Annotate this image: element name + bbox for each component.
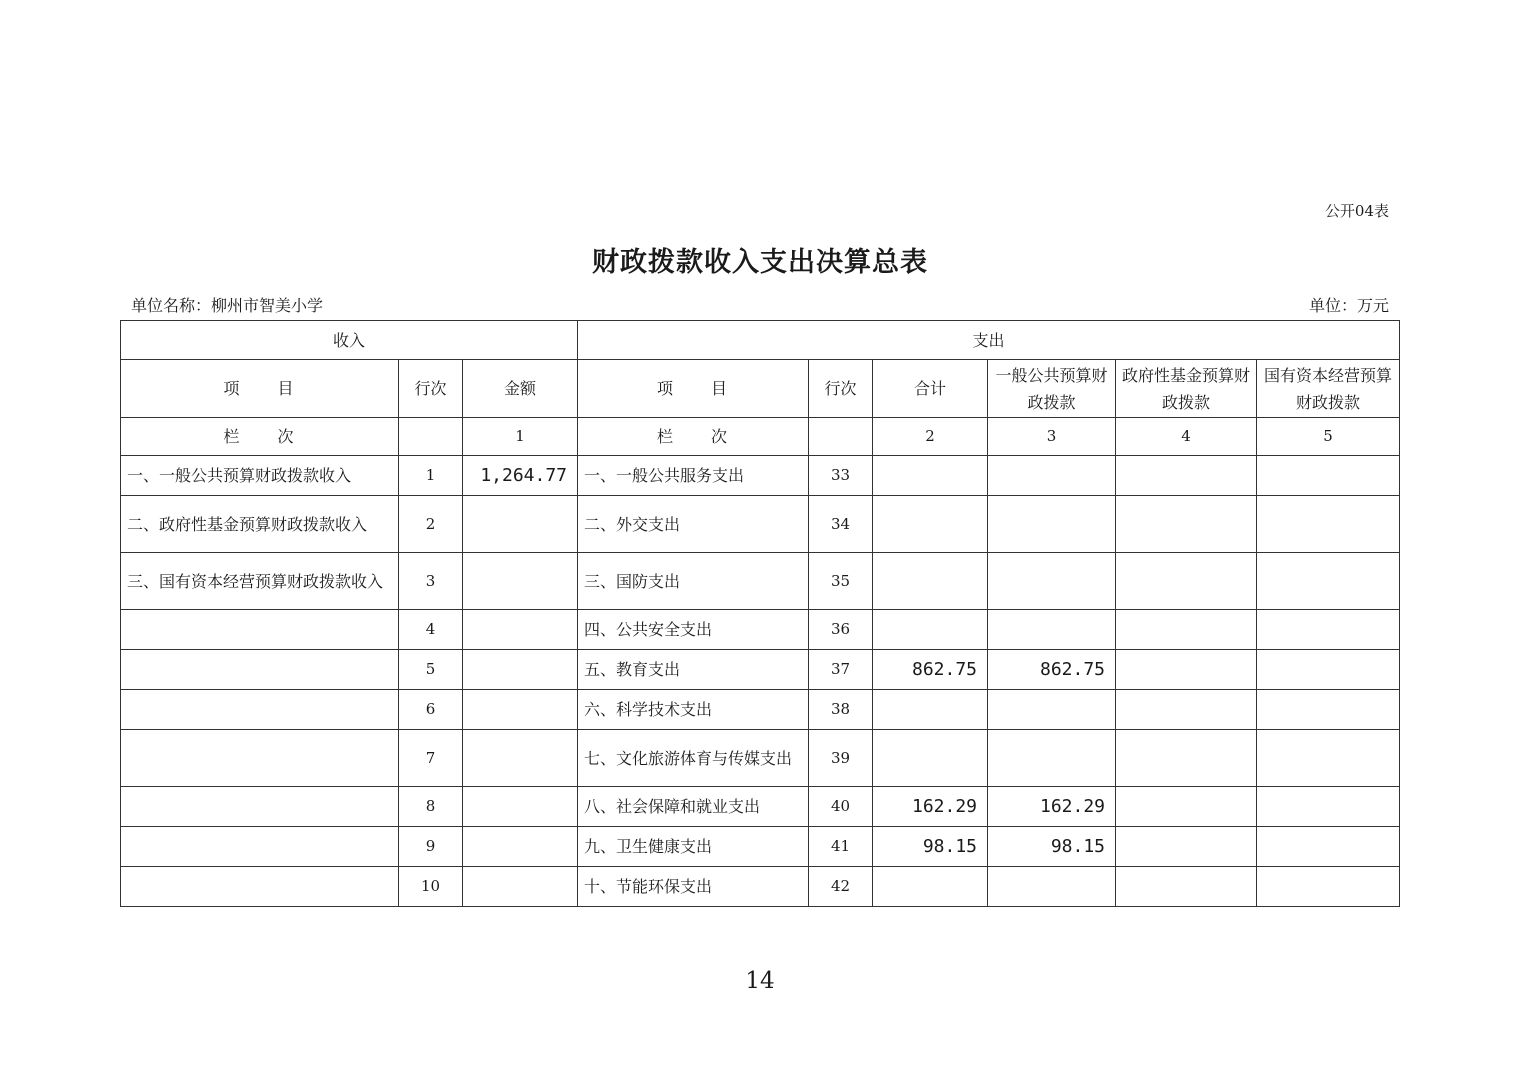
total-cell <box>873 610 988 650</box>
income-item-cell <box>121 827 399 867</box>
section-header-row <box>121 321 1400 360</box>
state-capital-cell <box>1257 496 1400 553</box>
report-table <box>120 320 1400 907</box>
gov-fund-cell <box>1116 827 1257 867</box>
general-budget-cell: 862.75 <box>988 650 1116 690</box>
column-label-expense: 栏 次 <box>578 418 809 456</box>
income-row-number: 3 <box>399 553 463 610</box>
expense-item-cell: 四、公共安全支出 <box>578 610 809 650</box>
expense-item-cell: 二、外交支出 <box>578 496 809 553</box>
column-number-row <box>121 418 1400 456</box>
gov-fund-cell <box>1116 496 1257 553</box>
income-row-number: 5 <box>399 650 463 690</box>
expense-item-cell: 七、文化旅游体育与传媒支出 <box>578 730 809 787</box>
total-header: 合计 <box>873 360 988 418</box>
total-cell <box>873 730 988 787</box>
gov-fund-cell <box>1116 690 1257 730</box>
expense-row-no-header: 行次 <box>809 360 873 418</box>
general-budget-cell <box>988 690 1116 730</box>
income-amount-cell <box>463 730 578 787</box>
page-title: 财政拨款收入支出决算总表 <box>592 247 928 278</box>
general-budget-cell <box>988 867 1116 907</box>
table-row <box>121 867 1400 907</box>
total-cell: 98.15 <box>873 827 988 867</box>
expense-row-number: 39 <box>809 730 873 787</box>
table-row <box>121 610 1400 650</box>
income-amount-cell <box>463 650 578 690</box>
table-row <box>121 650 1400 690</box>
expense-item-cell: 三、国防支出 <box>578 553 809 610</box>
expense-item-cell: 八、社会保障和就业支出 <box>578 787 809 827</box>
expense-item-cell: 一、一般公共服务支出 <box>578 456 809 496</box>
income-amount-cell <box>463 690 578 730</box>
col-number-3: 3 <box>988 418 1116 456</box>
expense-item-header: 项 目 <box>578 360 809 418</box>
total-cell <box>873 456 988 496</box>
blank-cell <box>399 418 463 456</box>
income-item-cell <box>121 610 399 650</box>
expense-item-cell: 五、教育支出 <box>578 650 809 690</box>
general-budget-cell <box>988 456 1116 496</box>
col-number-4: 4 <box>1116 418 1257 456</box>
table-row <box>121 827 1400 867</box>
unit-name: 单位名称：柳州市智美小学 <box>131 296 324 315</box>
income-row-number: 1 <box>399 456 463 496</box>
income-item-cell: 一、一般公共预算财政拨款收入 <box>121 456 399 496</box>
state-capital-cell <box>1257 690 1400 730</box>
expense-row-number: 35 <box>809 553 873 610</box>
col-number-2: 2 <box>873 418 988 456</box>
income-item-cell <box>121 867 399 907</box>
state-capital-cell <box>1257 787 1400 827</box>
expense-item-cell: 九、卫生健康支出 <box>578 827 809 867</box>
form-code: 公开04表 <box>1324 202 1389 220</box>
income-row-number: 9 <box>399 827 463 867</box>
column-label-income: 栏 次 <box>121 418 399 456</box>
expense-row-number: 36 <box>809 610 873 650</box>
general-budget-cell: 98.15 <box>988 827 1116 867</box>
page-number: 14 <box>745 968 775 994</box>
income-amount-cell <box>463 867 578 907</box>
state-capital-cell <box>1257 650 1400 690</box>
col-number-5: 5 <box>1257 418 1400 456</box>
expense-row-number: 33 <box>809 456 873 496</box>
income-item-cell <box>121 650 399 690</box>
table-row <box>121 690 1400 730</box>
income-row-number: 8 <box>399 787 463 827</box>
col-number-1: 1 <box>463 418 578 456</box>
expense-section-header: 支出 <box>578 321 1400 360</box>
total-cell: 162.29 <box>873 787 988 827</box>
gov-fund-cell <box>1116 730 1257 787</box>
income-section-header: 收入 <box>121 321 578 360</box>
income-row-number: 7 <box>399 730 463 787</box>
expense-item-cell: 六、科学技术支出 <box>578 690 809 730</box>
income-amount-cell: 1,264.77 <box>463 456 578 496</box>
income-item-header: 项 目 <box>121 360 399 418</box>
table-row <box>121 553 1400 610</box>
total-cell <box>873 867 988 907</box>
income-item-cell <box>121 787 399 827</box>
expense-row-number: 41 <box>809 827 873 867</box>
state-capital-cell <box>1257 610 1400 650</box>
general-budget-cell <box>988 610 1116 650</box>
general-budget-cell <box>988 553 1116 610</box>
income-row-number: 2 <box>399 496 463 553</box>
column-header-row <box>121 360 1400 418</box>
state-capital-cell <box>1257 867 1400 907</box>
general-budget-header: 一般公共预算财政拨款 <box>988 360 1116 418</box>
total-cell <box>873 553 988 610</box>
expense-row-number: 34 <box>809 496 873 553</box>
state-capital-cell <box>1257 730 1400 787</box>
gov-fund-cell <box>1116 553 1257 610</box>
expense-row-number: 37 <box>809 650 873 690</box>
general-budget-cell: 162.29 <box>988 787 1116 827</box>
table-row <box>121 496 1400 553</box>
expense-row-number: 42 <box>809 867 873 907</box>
state-capital-header: 国有资本经营预算财政拨款 <box>1257 360 1400 418</box>
gov-fund-cell <box>1116 456 1257 496</box>
income-amount-cell <box>463 827 578 867</box>
table-row <box>121 787 1400 827</box>
blank-cell <box>809 418 873 456</box>
income-item-cell <box>121 690 399 730</box>
expense-row-number: 40 <box>809 787 873 827</box>
expense-item-cell: 十、节能环保支出 <box>578 867 809 907</box>
income-item-cell <box>121 730 399 787</box>
table-row <box>121 456 1400 496</box>
general-budget-cell <box>988 496 1116 553</box>
income-row-number: 10 <box>399 867 463 907</box>
income-row-no-header: 行次 <box>399 360 463 418</box>
gov-fund-header: 政府性基金预算财政拨款 <box>1116 360 1257 418</box>
income-row-number: 6 <box>399 690 463 730</box>
gov-fund-cell <box>1116 787 1257 827</box>
general-budget-cell <box>988 730 1116 787</box>
income-amount-header: 金额 <box>463 360 578 418</box>
income-item-cell: 三、国有资本经营预算财政拨款收入 <box>121 553 399 610</box>
gov-fund-cell <box>1116 650 1257 690</box>
income-amount-cell <box>463 610 578 650</box>
income-amount-cell <box>463 553 578 610</box>
total-cell <box>873 690 988 730</box>
gov-fund-cell <box>1116 867 1257 907</box>
income-amount-cell <box>463 787 578 827</box>
unit-label: 单位：万元 <box>1308 296 1389 315</box>
gov-fund-cell <box>1116 610 1257 650</box>
total-cell <box>873 496 988 553</box>
state-capital-cell <box>1257 827 1400 867</box>
income-item-cell: 二、政府性基金预算财政拨款收入 <box>121 496 399 553</box>
income-amount-cell <box>463 496 578 553</box>
data-rows <box>121 456 1400 907</box>
total-cell: 862.75 <box>873 650 988 690</box>
state-capital-cell <box>1257 456 1400 496</box>
income-row-number: 4 <box>399 610 463 650</box>
expense-row-number: 38 <box>809 690 873 730</box>
state-capital-cell <box>1257 553 1400 610</box>
table-row <box>121 730 1400 787</box>
